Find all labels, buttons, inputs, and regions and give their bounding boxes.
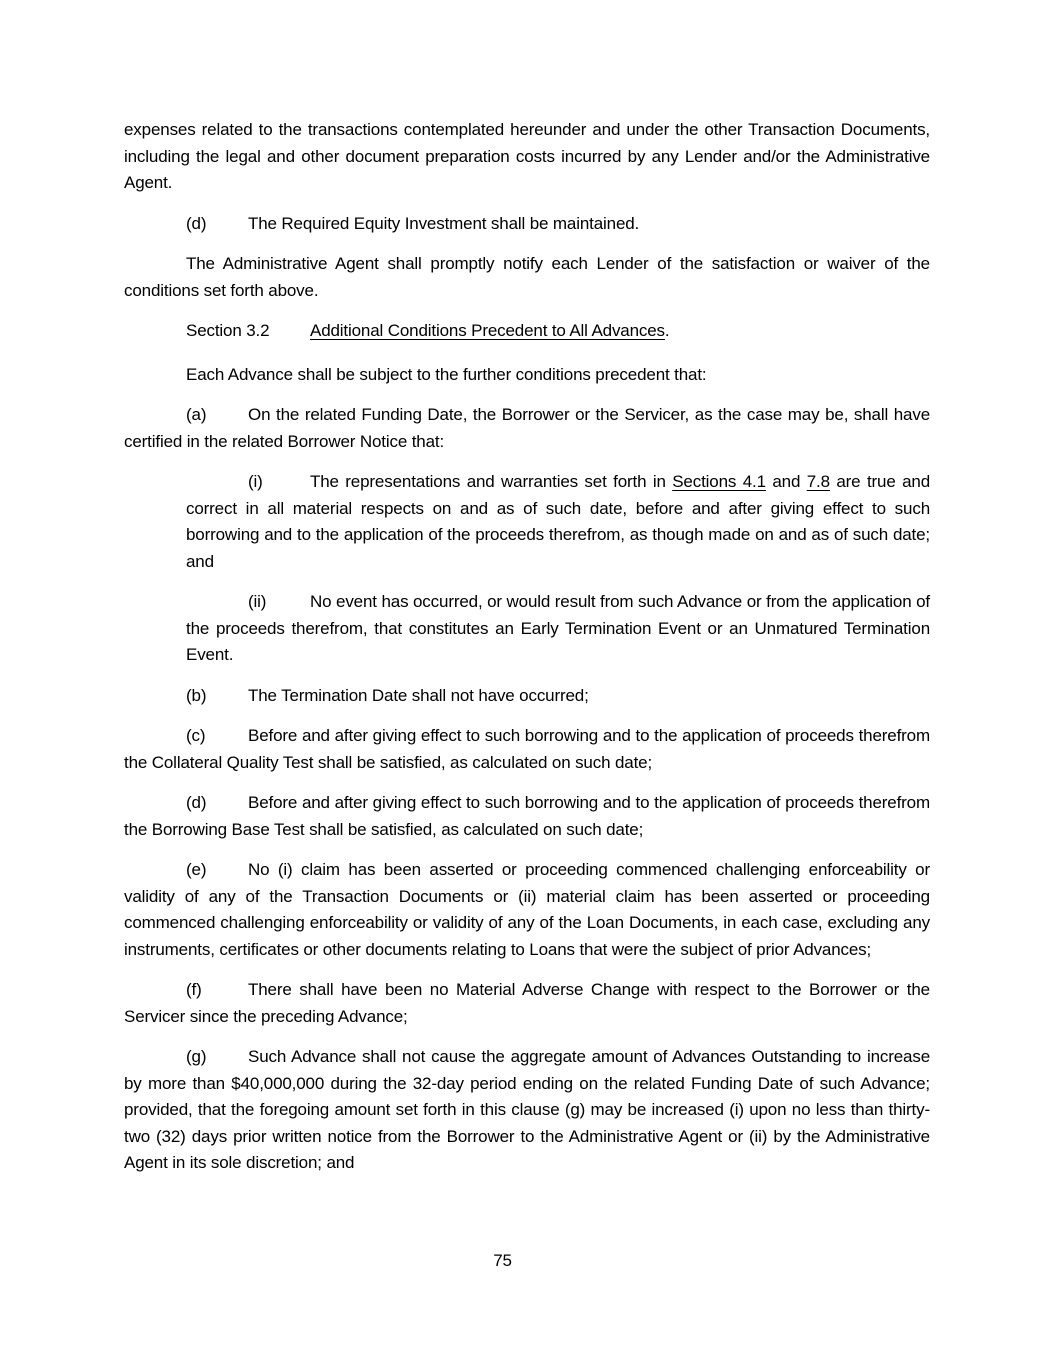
clause-marker: (g)	[186, 1047, 207, 1066]
clause-text: There shall have been no Material Adverse Change with respect to the Borrower or the Servicer since the preceding Advance;	[124, 980, 930, 1026]
section-title-period: .	[664, 321, 670, 340]
clause-marker: (i)	[248, 472, 263, 491]
clause-text: Before and after giving effect to such borrowing and to the application of proceeds therefrom the Collateral Quality Test shall be satisfied, as calculated on such date;	[124, 726, 930, 772]
clause-marker: (ii)	[248, 592, 267, 611]
clause-marker: (c)	[186, 726, 206, 745]
clause-text-part: are true and correct in all material respects on and as of such date, before and after giving effect to such borrowing and to the application of the proceeds therefrom, as though made on and as of such date; and	[186, 472, 931, 571]
clause-a-i	[186, 469, 930, 575]
clause-text: The Termination Date shall not have occurred;	[248, 685, 589, 705]
clause-e	[124, 857, 930, 963]
clause-c	[124, 723, 930, 776]
clause-text: No (i) claim has been asserted or proceeding commenced challenging enforceability or validity of any of the Transaction Documents or (ii) material claim has been asserted or proceeding commenced challenging enforceability or validity of any of the Loan Documents, in each case, excluding any instruments, certificates or other documents relating to Loans that were the subject of prior Advances;	[124, 860, 930, 959]
clause-marker: (f)	[186, 980, 202, 999]
clause-a-ii	[186, 589, 930, 669]
clause-marker: (d)	[186, 213, 207, 233]
clause-f	[124, 977, 930, 1030]
clause-marker: (d)	[186, 793, 207, 812]
paragraph-expenses-continuation: expenses related to the transactions contemplated hereunder and under the other Transaction Documents, including the legal and other document preparation costs incurred by any Lender and/or the Administrative Agent.	[124, 120, 930, 192]
section-title: Additional Conditions Precedent to All Advances	[310, 321, 665, 340]
section-heading	[124, 318, 930, 345]
section-number: Section 3.2	[186, 321, 270, 340]
page-number: 75	[493, 1251, 512, 1270]
clause-d-required-equity	[124, 211, 930, 238]
clause-text: The Required Equity Investment shall be maintained.	[248, 213, 640, 233]
clause-text: No event has occurred, or would result from such Advance or from the application of the proceeds therefrom, that constitutes an Early Termination Event or an Unmatured Termination Event.	[186, 592, 930, 664]
clause-g	[124, 1044, 930, 1177]
clause-marker: (b)	[186, 685, 207, 705]
clause-text-part: The representations and warranties set forth in	[310, 472, 673, 491]
paragraph-agent-notify: The Administrative Agent shall promptly notify each Lender of the satisfaction or waiver of the conditions set forth above.	[124, 254, 930, 300]
clause-text-part: and	[765, 472, 807, 491]
paragraph-lead-in: Each Advance shall be subject to the further conditions precedent that:	[186, 364, 707, 384]
clause-text: Before and after giving effect to such borrowing and to the application of proceeds therefrom the Borrowing Base Test shall be satisfied, as calculated on such date;	[124, 793, 930, 839]
clause-marker: (e)	[186, 860, 207, 879]
clause-b	[124, 683, 930, 710]
clause-text: Such Advance shall not cause the aggregate amount of Advances Outstanding to increase by more than $40,000,000 during the 32-day period ending on the related Funding Date of such Advance; provided, that the foregoing amount set forth in this clause (g) may be increased (i) upon no less than thirty-two (32) days prior written notice from the Borrower to the Administrative Agent or (ii) by the Administrative Agent in its sole discretion; and	[124, 1047, 930, 1172]
clause-text: On the related Funding Date, the Borrower or the Servicer, as the case may be, shall have certified in the related Borrower Notice that:	[124, 405, 930, 451]
section-reference: 7.8	[806, 472, 830, 491]
clause-d-borrowing-base	[124, 790, 930, 843]
section-reference: Sections 4.1	[672, 472, 766, 491]
document-body	[124, 117, 930, 1191]
clause-a	[124, 402, 930, 455]
clause-marker: (a)	[186, 405, 207, 424]
